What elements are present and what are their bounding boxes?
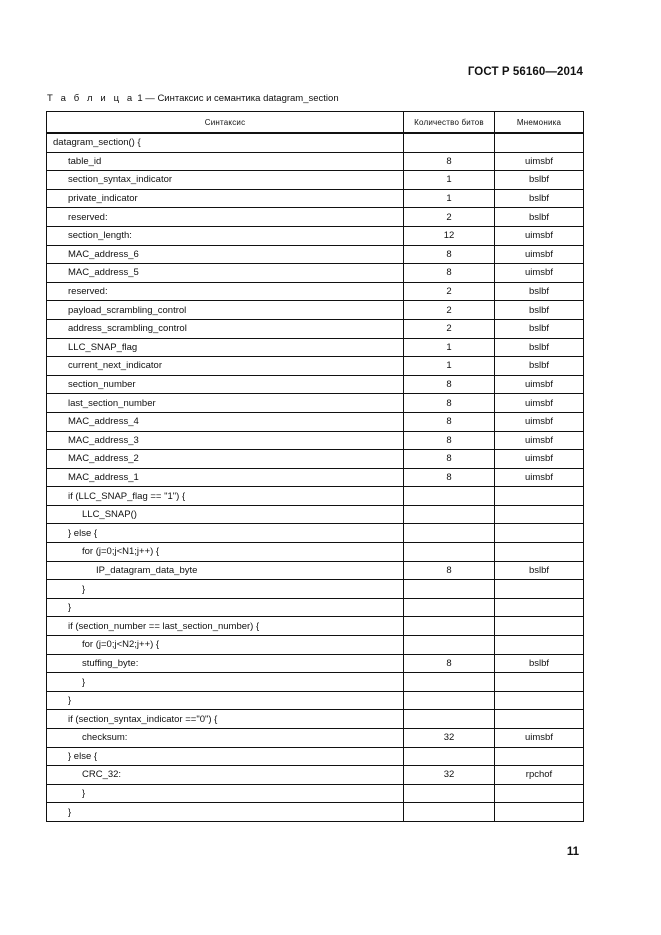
mnemonic-cell: uimsbf — [495, 152, 584, 171]
mnemonic-cell: uimsbf — [495, 394, 584, 413]
mnemonic-cell: uimsbf — [495, 431, 584, 450]
mnemonic-cell: uimsbf — [495, 450, 584, 469]
syntax-cell: } else { — [47, 524, 404, 543]
bits-cell: 1 — [404, 189, 495, 208]
table-row — [47, 505, 584, 524]
bits-cell — [404, 803, 495, 822]
column-header-mnemonic: Мнемоника — [495, 112, 584, 134]
mnemonic-cell — [495, 803, 584, 822]
table-row — [47, 394, 584, 413]
page-number: 11 — [566, 846, 579, 858]
syntax-cell: } — [47, 598, 404, 617]
bits-cell — [404, 543, 495, 562]
table-row — [47, 524, 584, 543]
table-row — [47, 691, 584, 710]
table-row — [47, 673, 584, 692]
table-row — [47, 133, 584, 152]
table-row — [47, 357, 584, 376]
syntax-cell: MAC_address_6 — [47, 245, 404, 264]
bits-cell: 2 — [404, 319, 495, 338]
table-caption — [47, 93, 339, 104]
table-row — [47, 766, 584, 785]
bits-cell: 8 — [404, 431, 495, 450]
table-row — [47, 171, 584, 190]
table-row — [47, 784, 584, 803]
syntax-cell: MAC_address_1 — [47, 468, 404, 487]
bits-cell: 8 — [404, 468, 495, 487]
table-row — [47, 319, 584, 338]
bits-cell: 32 — [404, 766, 495, 785]
table-row — [47, 747, 584, 766]
syntax-cell: current_next_indicator — [47, 357, 404, 376]
mnemonic-cell — [495, 784, 584, 803]
syntax-cell: LLC_SNAP() — [47, 505, 404, 524]
mnemonic-cell: rpchof — [495, 766, 584, 785]
bits-cell: 8 — [404, 561, 495, 580]
table-row — [47, 710, 584, 729]
syntax-cell: table_id — [47, 152, 404, 171]
mnemonic-cell: bslbf — [495, 338, 584, 357]
syntax-cell: MAC_address_3 — [47, 431, 404, 450]
bits-cell: 8 — [404, 264, 495, 283]
bits-cell: 32 — [404, 729, 495, 748]
table-row — [47, 598, 584, 617]
syntax-cell: } — [47, 784, 404, 803]
mnemonic-cell: uimsbf — [495, 729, 584, 748]
mnemonic-cell — [495, 691, 584, 710]
syntax-cell: last_section_number — [47, 394, 404, 413]
table-row — [47, 487, 584, 506]
syntax-cell: address_scrambling_control — [47, 319, 404, 338]
bits-cell — [404, 636, 495, 655]
mnemonic-cell — [495, 524, 584, 543]
syntax-cell: payload_scrambling_control — [47, 301, 404, 320]
syntax-cell: datagram_section() { — [47, 133, 404, 152]
bits-cell: 2 — [404, 282, 495, 301]
syntax-cell: private_indicator — [47, 189, 404, 208]
syntax-cell: reserved: — [47, 282, 404, 301]
mnemonic-cell: bslbf — [495, 171, 584, 190]
syntax-cell: if (section_syntax_indicator =="0") { — [47, 710, 404, 729]
bits-cell: 2 — [404, 301, 495, 320]
mnemonic-cell — [495, 487, 584, 506]
syntax-cell: checksum: — [47, 729, 404, 748]
table-row — [47, 301, 584, 320]
syntax-cell: MAC_address_4 — [47, 412, 404, 431]
bits-cell: 2 — [404, 208, 495, 227]
column-header-syntax: Синтаксис — [47, 112, 404, 134]
bits-cell — [404, 710, 495, 729]
syntax-cell: section_number — [47, 375, 404, 394]
mnemonic-cell — [495, 505, 584, 524]
table-row — [47, 617, 584, 636]
syntax-cell: section_syntax_indicator — [47, 171, 404, 190]
table-row — [47, 431, 584, 450]
bits-cell — [404, 617, 495, 636]
table-row — [47, 264, 584, 283]
table-header-row — [47, 112, 584, 134]
mnemonic-cell: bslbf — [495, 654, 584, 673]
table-caption-prefix: Т а б л и ц а — [47, 93, 135, 104]
syntax-cell: MAC_address_5 — [47, 264, 404, 283]
syntax-cell: if (section_number == last_section_number) { — [47, 617, 404, 636]
bits-cell: 1 — [404, 171, 495, 190]
table-row — [47, 412, 584, 431]
bits-cell: 8 — [404, 245, 495, 264]
table-row — [47, 450, 584, 469]
table-row — [47, 654, 584, 673]
table-row — [47, 152, 584, 171]
table-row — [47, 543, 584, 562]
bits-cell: 1 — [404, 338, 495, 357]
syntax-cell: reserved: — [47, 208, 404, 227]
mnemonic-cell — [495, 747, 584, 766]
syntax-cell: section_length: — [47, 226, 404, 245]
syntax-cell: } — [47, 691, 404, 710]
syntax-cell: CRC_32: — [47, 766, 404, 785]
mnemonic-cell: bslbf — [495, 357, 584, 376]
bits-cell: 1 — [404, 357, 495, 376]
bits-cell — [404, 487, 495, 506]
bits-cell — [404, 747, 495, 766]
bits-cell — [404, 691, 495, 710]
table-row — [47, 803, 584, 822]
mnemonic-cell — [495, 673, 584, 692]
table-row — [47, 375, 584, 394]
table-row — [47, 561, 584, 580]
column-header-bits: Количество битов — [404, 112, 495, 134]
bits-cell — [404, 598, 495, 617]
bits-cell — [404, 784, 495, 803]
syntax-cell: LLC_SNAP_flag — [47, 338, 404, 357]
table-caption-title: 1 — Синтаксис и семантика datagram_section — [134, 93, 339, 104]
bits-cell: 8 — [404, 412, 495, 431]
bits-cell — [404, 505, 495, 524]
mnemonic-cell — [495, 133, 584, 152]
table-row — [47, 580, 584, 599]
mnemonic-cell: bslbf — [495, 301, 584, 320]
document-standard-header: ГОСТ Р 56160—2014 — [467, 66, 583, 78]
mnemonic-cell: bslbf — [495, 208, 584, 227]
mnemonic-cell: bslbf — [495, 282, 584, 301]
table-row — [47, 208, 584, 227]
mnemonic-cell: bslbf — [495, 319, 584, 338]
syntax-cell: } else { — [47, 747, 404, 766]
syntax-cell: } — [47, 673, 404, 692]
syntax-cell: for (j=0;j<N2;j++) { — [47, 636, 404, 655]
mnemonic-cell — [495, 617, 584, 636]
table-row — [47, 245, 584, 264]
mnemonic-cell: uimsbf — [495, 412, 584, 431]
bits-cell — [404, 673, 495, 692]
syntax-cell: for (j=0;j<N1;j++) { — [47, 543, 404, 562]
bits-cell: 8 — [404, 394, 495, 413]
mnemonic-cell: uimsbf — [495, 226, 584, 245]
bits-cell: 8 — [404, 654, 495, 673]
mnemonic-cell — [495, 598, 584, 617]
syntax-cell: MAC_address_2 — [47, 450, 404, 469]
mnemonic-cell: bslbf — [495, 189, 584, 208]
syntax-table-body — [47, 112, 584, 822]
syntax-table — [46, 111, 584, 822]
table-row — [47, 468, 584, 487]
bits-cell: 8 — [404, 375, 495, 394]
mnemonic-cell: uimsbf — [495, 375, 584, 394]
bits-cell — [404, 133, 495, 152]
syntax-cell: if (LLC_SNAP_flag == "1") { — [47, 487, 404, 506]
table-row — [47, 282, 584, 301]
mnemonic-cell: uimsbf — [495, 264, 584, 283]
mnemonic-cell: uimsbf — [495, 245, 584, 264]
table-row — [47, 636, 584, 655]
syntax-cell: } — [47, 803, 404, 822]
bits-cell: 8 — [404, 450, 495, 469]
bits-cell — [404, 580, 495, 599]
mnemonic-cell — [495, 636, 584, 655]
mnemonic-cell: bslbf — [495, 561, 584, 580]
table-row — [47, 338, 584, 357]
table-row — [47, 189, 584, 208]
syntax-cell: } — [47, 580, 404, 599]
bits-cell: 8 — [404, 152, 495, 171]
bits-cell: 12 — [404, 226, 495, 245]
syntax-cell: IP_datagram_data_byte — [47, 561, 404, 580]
mnemonic-cell — [495, 710, 584, 729]
mnemonic-cell: uimsbf — [495, 468, 584, 487]
mnemonic-cell — [495, 580, 584, 599]
bits-cell — [404, 524, 495, 543]
mnemonic-cell — [495, 543, 584, 562]
table-row — [47, 729, 584, 748]
table-row — [47, 226, 584, 245]
syntax-cell: stuffing_byte: — [47, 654, 404, 673]
